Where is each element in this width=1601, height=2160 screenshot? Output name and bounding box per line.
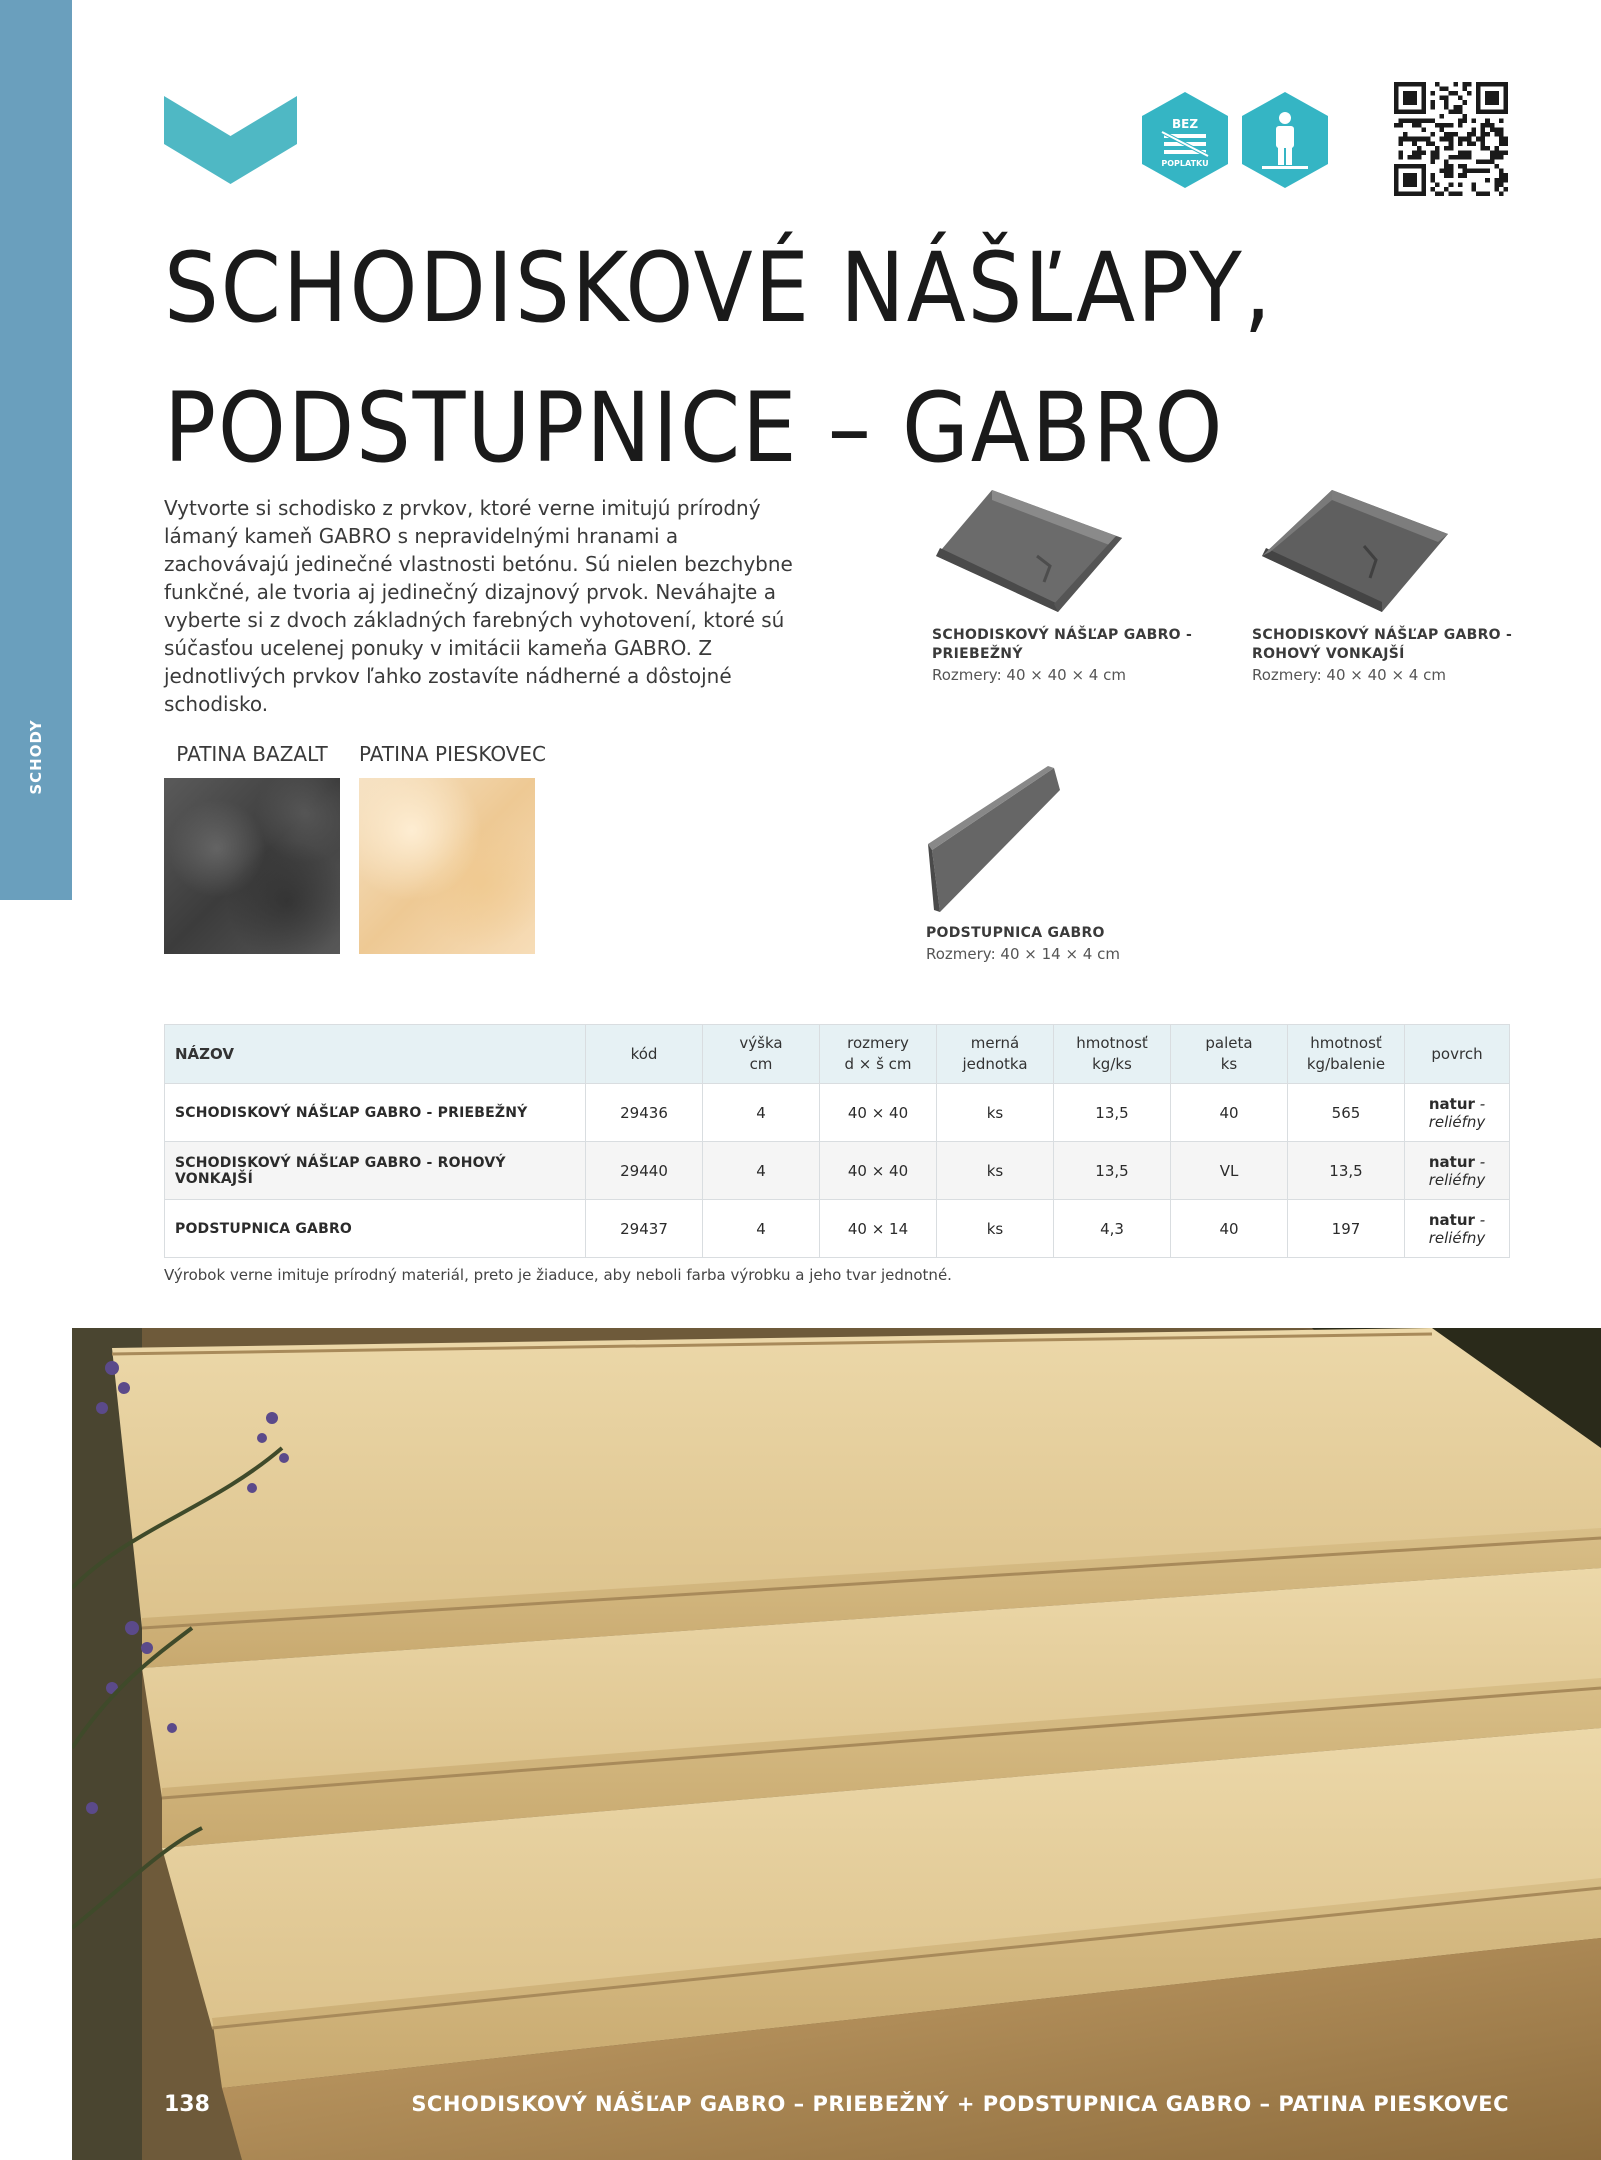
header-line: kg/balenie bbox=[1306, 1055, 1386, 1073]
product-name bbox=[926, 924, 1120, 943]
product-dimensions: Rozmery: 40 × 40 × 4 cm bbox=[1252, 666, 1446, 684]
cell-weight: 4,3 bbox=[1054, 1200, 1171, 1258]
col-weight bbox=[1054, 1025, 1171, 1084]
cell-surface bbox=[1405, 1084, 1510, 1142]
header-line: d × š cm bbox=[844, 1055, 912, 1073]
table-row bbox=[165, 1084, 1510, 1142]
cell-size: 40 × 40 bbox=[820, 1142, 937, 1200]
col-name: NÁZOV bbox=[165, 1025, 586, 1084]
col-code: kód bbox=[586, 1025, 703, 1084]
chevron-down-icon bbox=[164, 96, 297, 184]
header-line: výška bbox=[739, 1034, 783, 1052]
surface-type: natur bbox=[1428, 1152, 1475, 1171]
cell-weight: 13,5 bbox=[1054, 1084, 1171, 1142]
patina-label: PATINA PIESKOVEC bbox=[359, 742, 547, 766]
cell-code: 29440 bbox=[586, 1142, 703, 1200]
product-priebezny-image bbox=[932, 486, 1132, 616]
free-pallet-badge-icon bbox=[1142, 92, 1228, 188]
header-line: hmotnosť bbox=[1310, 1034, 1382, 1052]
stairs-photo bbox=[72, 1328, 1601, 2160]
product-dimensions: Rozmery: 40 × 14 × 4 cm bbox=[926, 945, 1120, 963]
cell-surface bbox=[1405, 1200, 1510, 1258]
table-row bbox=[165, 1200, 1510, 1258]
cell-unit: ks bbox=[937, 1200, 1054, 1258]
cell-height: 4 bbox=[703, 1142, 820, 1200]
title-line-2: PODSTUPNICE – GABRO bbox=[164, 372, 1225, 484]
product-priebezny bbox=[932, 486, 1192, 686]
patina-bazalt-swatch bbox=[164, 778, 340, 954]
cell-height: 4 bbox=[703, 1084, 820, 1142]
cell-unit: ks bbox=[937, 1084, 1054, 1142]
cell-pack-weight: 197 bbox=[1288, 1200, 1405, 1258]
surface-finish: - reliéfny bbox=[1428, 1094, 1486, 1131]
surface-finish: - reliéfny bbox=[1428, 1152, 1486, 1189]
product-podstupnica-image bbox=[926, 764, 1066, 914]
cell-name: SCHODISKOVÝ NÁŠĽAP GABRO - ROHOVÝ VONKAJŠÍ bbox=[165, 1142, 586, 1200]
disclaimer-note: Výrobok verne imituje prírodný materiál, preto je žiaduce, aby neboli farba výrobku a jeho tvar jednotné. bbox=[164, 1266, 952, 1284]
badge-bez-text: BEZ bbox=[1171, 117, 1199, 131]
cell-size: 40 × 40 bbox=[820, 1084, 937, 1142]
header-line: hmotnosť bbox=[1076, 1034, 1148, 1052]
header-line: merná bbox=[970, 1034, 1020, 1052]
col-pack-weight bbox=[1288, 1025, 1405, 1084]
product-name-line: SCHODISKOVÝ NÁŠĽAP GABRO - bbox=[1252, 627, 1513, 643]
cell-size: 40 × 14 bbox=[820, 1200, 937, 1258]
col-unit bbox=[937, 1025, 1054, 1084]
header-line: ks bbox=[1220, 1055, 1238, 1073]
product-name bbox=[932, 626, 1192, 664]
header-line: paleta bbox=[1205, 1034, 1253, 1052]
cell-pack-weight: 13,5 bbox=[1288, 1142, 1405, 1200]
cell-pallet: 40 bbox=[1171, 1084, 1288, 1142]
photo-caption: SCHODISKOVÝ NÁŠĽAP GABRO – PRIEBEŽNÝ + PODSTUPNICA GABRO – PATINA PIESKOVEC bbox=[411, 2092, 1509, 2116]
header-line: kg/ks bbox=[1092, 1055, 1132, 1073]
header-line: cm bbox=[749, 1055, 773, 1073]
surface-type: natur bbox=[1428, 1094, 1475, 1113]
product-name-line: ROHOVÝ VONKAJŠÍ bbox=[1252, 646, 1405, 662]
product-name-line: PRIEBEŽNÝ bbox=[932, 646, 1023, 662]
cell-pallet: VL bbox=[1171, 1142, 1288, 1200]
table-header-row bbox=[165, 1025, 1510, 1084]
patina-pieskovec-swatch bbox=[359, 778, 535, 954]
surface-finish: - reliéfny bbox=[1428, 1210, 1486, 1247]
cell-surface bbox=[1405, 1142, 1510, 1200]
cell-name: SCHODISKOVÝ NÁŠĽAP GABRO - PRIEBEŽNÝ bbox=[165, 1084, 586, 1142]
sidebar-label: SCHODY bbox=[27, 719, 45, 795]
product-dimensions: Rozmery: 40 × 40 × 4 cm bbox=[932, 666, 1126, 684]
page-title bbox=[164, 218, 1273, 498]
product-name-line: PODSTUPNICA GABRO bbox=[926, 925, 1105, 941]
cell-code: 29437 bbox=[586, 1200, 703, 1258]
surface-type: natur bbox=[1428, 1210, 1475, 1229]
cell-unit: ks bbox=[937, 1142, 1054, 1200]
col-pallet bbox=[1171, 1025, 1288, 1084]
col-height bbox=[703, 1025, 820, 1084]
cell-name: PODSTUPNICA GABRO bbox=[165, 1200, 586, 1258]
col-size bbox=[820, 1025, 937, 1084]
col-surface: povrch bbox=[1405, 1025, 1510, 1084]
header-line: jednotka bbox=[962, 1055, 1028, 1073]
patina-label: PATINA BAZALT bbox=[176, 742, 328, 766]
product-name bbox=[1252, 626, 1512, 664]
patina-bazalt bbox=[164, 742, 340, 954]
intro-paragraph: Vytvorte si schodisko z prvkov, ktoré verne imitujú prírodný lámaný kameň GABRO s nepravidelnými hranami a zachovávajú jedinečné vlastnosti betónu. Sú nielen bezchybne funkčné, ale tvoria aj jedinečný dizajnový prvok. Neváhajte a vyberte si z dvoch základných farebných vyhotovení, ktoré sú súčasťou ucelenej ponuky v imitácii kameňa GABRO. Z jednotlivých prvkov ľahko zostavíte nádherné a dôstojné schodisko. bbox=[164, 496, 793, 716]
header-line: rozmery bbox=[847, 1034, 909, 1052]
cell-height: 4 bbox=[703, 1200, 820, 1258]
cell-pack-weight: 565 bbox=[1288, 1084, 1405, 1142]
page-number: 138 bbox=[164, 2092, 210, 2117]
product-rohovy-image bbox=[1252, 486, 1452, 616]
title-line-1: SCHODISKOVÉ NÁŠĽAPY, bbox=[164, 232, 1273, 344]
product-name-line: SCHODISKOVÝ NÁŠĽAP GABRO - bbox=[932, 627, 1193, 643]
cell-pallet: 40 bbox=[1171, 1200, 1288, 1258]
cell-weight: 13,5 bbox=[1054, 1142, 1171, 1200]
qr-code-icon bbox=[1394, 82, 1508, 196]
product-rohovy bbox=[1252, 486, 1512, 686]
badge-poplatku-text: POPLATKU bbox=[1161, 159, 1209, 168]
product-podstupnica bbox=[926, 764, 1120, 965]
patina-pieskovec bbox=[359, 742, 547, 954]
cell-code: 29436 bbox=[586, 1084, 703, 1142]
table-row bbox=[165, 1142, 1510, 1200]
spec-table bbox=[164, 1024, 1510, 1258]
person-icon bbox=[1242, 92, 1328, 188]
